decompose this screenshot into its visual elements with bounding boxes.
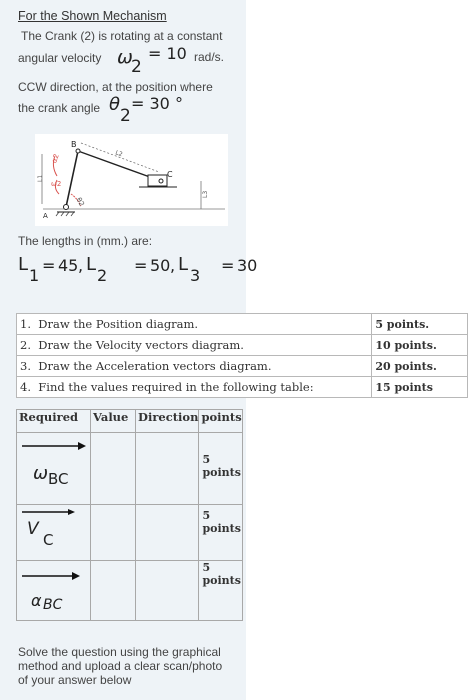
question-title: For the Shown Mechanism <box>18 9 167 23</box>
task-points: 20 points. <box>372 356 468 377</box>
points-label: points <box>202 574 241 587</box>
header-value: Value <box>91 410 136 433</box>
joint-a <box>64 205 69 210</box>
task-row: 4. Find the values required in the following table: 15 points <box>17 377 468 398</box>
label-alpha2: α2 <box>50 152 61 165</box>
task-row: 3. Draw the Acceleration vectors diagram. 20 points. <box>17 356 468 377</box>
header-required: Required <box>17 410 91 433</box>
direction-input-alpha-bc[interactable] <box>136 561 199 621</box>
intro-line-3: CCW direction, at the position where <box>18 80 213 94</box>
required-row-vc: V C 5 points <box>17 505 243 561</box>
footer-line-1: Solve the question using the graphical <box>18 645 221 659</box>
length-l3-value: 30 <box>237 256 258 275</box>
vector-arrow-icon <box>20 505 91 519</box>
alpha-bc-subscript: BC <box>43 597 63 613</box>
label-l2: L2 <box>114 149 124 159</box>
omega-bc-subscript: BC <box>48 470 69 488</box>
lengths-line: L 1 = 45 , L 2 = 50 , L 3 = 30 <box>18 254 258 285</box>
vector-arrow-icon <box>20 439 91 453</box>
task-points: 10 points. <box>372 335 468 356</box>
omega-subscript: 2 <box>131 57 142 77</box>
label-a: A <box>43 212 48 220</box>
label-l1: L1 <box>37 174 44 182</box>
vc-subscript: C <box>43 531 54 549</box>
required-header-row <box>17 410 243 433</box>
required-cell <box>17 433 91 505</box>
required-table <box>16 409 243 621</box>
tasks-table <box>16 313 468 398</box>
label-l3: L3 <box>202 190 209 198</box>
direction-input-vc[interactable] <box>136 505 199 561</box>
joint-c <box>159 179 163 183</box>
points-label: points <box>202 466 241 479</box>
theta-value: = 30 ° <box>131 94 183 113</box>
value-input-alpha-bc[interactable] <box>91 561 136 621</box>
header-direction: Direction <box>136 410 199 433</box>
required-row-alpha-bc: α BC 5 points <box>17 561 243 621</box>
task-points: 5 points. <box>372 314 468 335</box>
slider-block <box>148 175 167 186</box>
lengths-intro: The lengths in (mm.) are: <box>18 234 153 248</box>
label-b: B <box>71 140 77 149</box>
omega-bc-symbol: ω <box>33 463 49 484</box>
length-l2-value: 50 <box>150 256 171 275</box>
mechanism-figure <box>35 134 228 226</box>
theta-subscript: 2 <box>120 106 131 126</box>
task-text: Draw the Velocity vectors diagram. <box>38 338 244 352</box>
mechanism-diagram <box>35 134 228 226</box>
task-row: 1. Draw the Position diagram. 5 points. <box>17 314 468 335</box>
task-points: 15 points <box>372 377 468 398</box>
footer-line-2: method and upload a clear scan/photo <box>18 659 223 673</box>
instructions-footer <box>18 645 238 687</box>
theta-symbol: θ <box>109 94 121 115</box>
required-cell <box>17 561 91 621</box>
omega-value: = 10 <box>148 44 187 63</box>
task-text: Draw the Acceleration vectors diagram. <box>38 359 272 373</box>
label-c: C <box>167 170 173 179</box>
task-text: Find the values required in the following table: <box>38 380 314 394</box>
alpha-bc-symbol: α <box>31 591 42 610</box>
intro-line-4: the crank angle <box>18 101 101 115</box>
label-omega2: ω2 <box>51 180 62 188</box>
value-input-vc[interactable] <box>91 505 136 561</box>
length-l1-value: 45 <box>58 256 79 275</box>
vector-arrow-icon <box>20 569 91 583</box>
task-text: Draw the Position diagram. <box>38 317 199 331</box>
omega-unit: rad/s. <box>194 50 225 64</box>
required-cell <box>17 505 91 561</box>
points-label: points <box>202 522 241 535</box>
intro-line-1: The Crank (2) is rotating at a constant <box>21 29 223 43</box>
direction-input-omega-bc[interactable] <box>136 433 199 505</box>
required-row-omega-bc: ω BC 5 points <box>17 433 243 505</box>
value-input-omega-bc[interactable] <box>91 433 136 505</box>
header-points: points <box>199 410 243 433</box>
intro-line-2: angular velocity <box>18 51 102 65</box>
omega-symbol: ω <box>117 46 133 68</box>
vc-symbol: V <box>27 519 39 539</box>
joint-b <box>76 149 80 153</box>
label-theta2: θ2 <box>74 196 86 208</box>
task-row: 2. Draw the Velocity vectors diagram. 10 points. <box>17 335 468 356</box>
footer-line-3: of your answer below <box>18 673 132 687</box>
